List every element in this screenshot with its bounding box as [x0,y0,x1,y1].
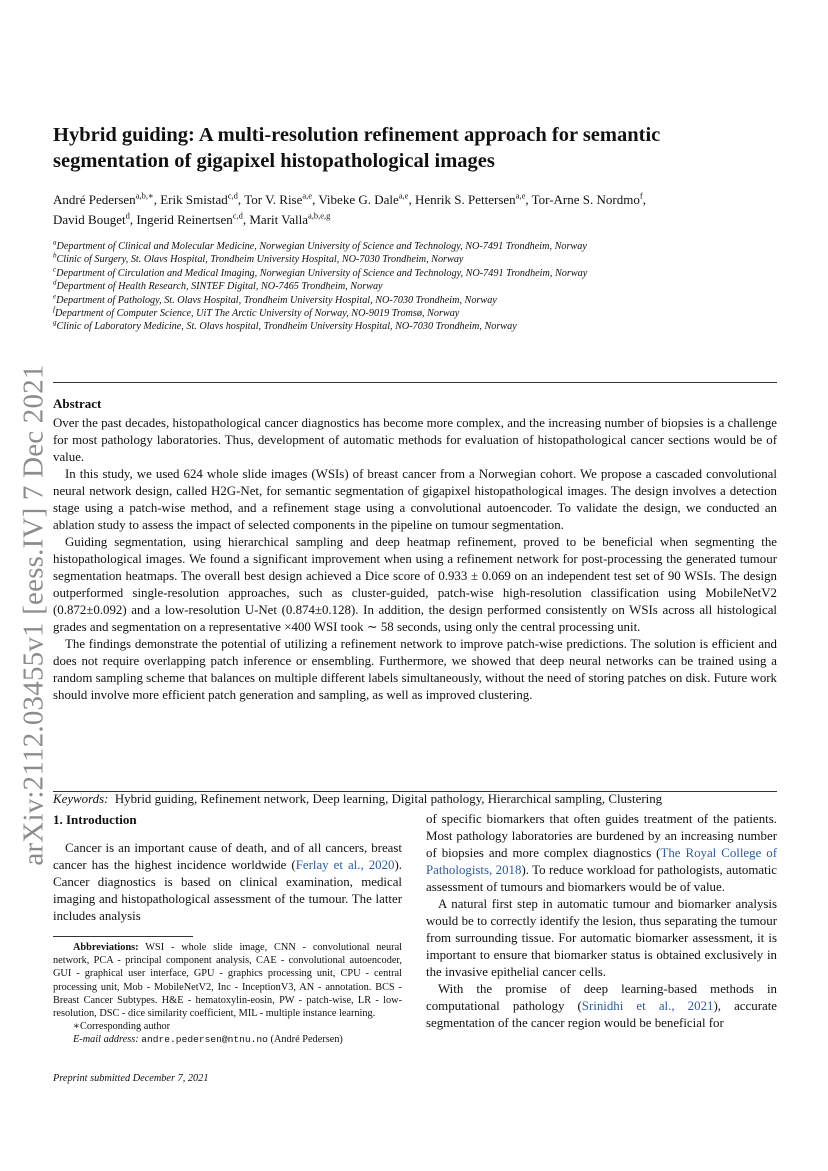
keywords-label: Keywords: [53,792,109,806]
intro-left-column [53,811,402,925]
footnotes [53,941,402,1047]
affiliation: $^b$Clinic of Surgery, St. Olavs Hospital, Trondheim University Hospital, NO-7030 Trondheim, Norway [53,252,464,266]
intro-paragraph: Cancer is an important cause of death, and of all cancers, breast cancer has the highest incidence worldwide (Ferlay et al., 2020). Cancer diagnostics is based on clinical examination, medical imaging and histopathological assessment of the tumour. The latter includes analysis [53,841,403,923]
abstract-paragraph: The findings demonstrate the potential of utilizing a refinement network to improve patch-wise predictions. The solution is efficient and does not require overlapping patch inference or ensembling. Furthermore, we showed that deep neural networks can be trained using a random sampling scheme that balances on multiple different labels simultaneously, without the need of storing patches on disk. Future work should involve more efficient patch generation and sampling, as well as improved clustering. [53,637,777,702]
affiliation: $^d$Department of Health Research, SINTEF Digital, NO-7465 Trondheim, Norway [53,278,383,293]
abstract-paragraph: In this study, we used 624 whole slide images (WSIs) of breast cancer from a Norwegian cohort. We propose a cascaded convolutional neural network design, called H2G-Net, for semantic segmentation of gigapixel histopathological images. The design involves a detection stage using a patch-wise method, and a refinement stage using a convolutional autoencoder. To validate the design, we conducted an ablation study to assess the impact of selected components in the pipeline on tumour segmentation. [53,467,777,532]
email-note: E-mail address: andre.pedersen@ntnu.no (André Pedersen) [73,1034,343,1046]
affiliation: $^c$Department of Circulation and Medical Imaging, Norwegian University of Science and Technology, NO-7491 Trondheim, Norway [53,265,588,279]
abstract-body [53,415,777,704]
abbreviations-footnote: Abbreviations: WSI - whole slide image, CNN - convolutional neural network, PCA - principal component analysis, CAE - convolutional autoencoder, GUI - graphical user interface, GPU - graphics processing unit, CPU - central processing unit, Mob - MobileNetV2, Inc - InceptionV3, AN - annotation. BCS - Breast Cancer Subtypes. H&E - hematoxylin-eosin, PW - patch-wise, LR - low-resolution, DSC - dice similarity coefficient, MIL - multiple instance learning. [53,942,402,1020]
corresponding-author-note: ∗Corresponding author [73,1021,171,1033]
section-heading: 1. Introduction [53,812,137,827]
keywords [53,792,777,807]
abstract-heading: Abstract [53,396,102,411]
title-line-1: Hybrid guiding: A multi-resolution refinement approach for semantic [53,124,661,146]
citation-link[interactable]: Srinidhi et al., 2021 [581,999,714,1013]
paper-title [53,122,773,174]
affiliation: $^a$Department of Clinical and Molecular Medicine, Norwegian University of Science and Technology, NO-7491 Trondheim, Norway [53,238,587,252]
author: Henrik S. Pettersen$^{a,e}$, [414,190,532,207]
abstract-paragraph: Over the past decades, histopathological cancer diagnostics has become more complex, and the increasing number of biopsies is a challenge for most pathology laboratories. Thus, development of automatic methods for evaluation of histopathological cancer sections would be of value. [53,416,777,464]
arxiv-sidebar [14,364,54,866]
email-address[interactable]: andre.pedersen@ntnu.no [141,1034,268,1046]
title-line-2: segmentation of gigapixel histopathological images [53,150,495,172]
affiliation: $^g$Clinic of Laboratory Medicine, St. Olavs hospital, Trondheim University Hospital, NO-7030 Trondheim, Norway [53,319,517,333]
arxiv-identifier: arXiv:2112.03455v1 [eess.IV] 7 Dec 2021 [17,364,50,866]
intro-paragraph: With the promise of deep learning-based methods in computational pathology (Srinidhi et al., 2021), accurate segmentation of the cancer region would be beneficial for [426,982,778,1030]
keywords-list: Hybrid guiding, Refinement network, Deep learning, Digital pathology, Hierarchical sampling, Clustering [114,792,663,806]
citation-link[interactable]: The Royal College of Pathologists, 2018 [426,846,777,877]
intro-paragraph: A natural first step in automatic tumour and biomarker analysis would be to correctly identify the lesion, thus separating the tumour from surrounding tissue. For automatic biomarker assessment, it is important to ensure that biomarker status is obtained exclusively in the invasive epithelial cancer cells. [426,897,777,979]
author: Vibeke G. Dale$^{a,e}$, [318,190,415,207]
affiliation: $^f$Department of Computer Science, UiT The Arctic University of Norway, NO-9019 Tromsø, Norway [53,305,460,320]
abstract-bottom-rule [53,791,777,792]
author-list [53,190,778,230]
preprint-footer: Preprint submitted December 7, 2021 [53,1073,209,1084]
author: Erik Smistad$^{c,d}$, [160,190,245,207]
author: Ingerid Reinertsen$^{c,d}$, [136,210,250,227]
footnote-rule [53,936,193,937]
author: Tor V. Rise$^{a,e}$, [244,190,319,207]
author: Tor-Arne S. Nordmo$^f$, [531,190,646,207]
affiliation-list [53,240,778,334]
intro-paragraph: of specific biomarkers that often guides treatment of the patients. Most pathology laboratories are burdened by an increasing number of biopsies and more complex diagnostics (The Royal College of Pathologists, 2018). To reduce workload for pathologists, automatic assessment of tumours and biomarkers would be of value. [426,812,777,894]
abstract-top-rule [53,382,777,383]
author: David Bouget$^d$, [53,210,137,227]
abstract-paragraph: Guiding segmentation, using hierarchical sampling and deep heatmap refinement, proved to be beneficial when segmenting the histopathological images. We found a significant improvement when using a refinement network for post-processing the generated tumour segmentation heatmaps. The overall best design achieved a Dice score of 0.933 ± 0.069 on an independent test set of 90 WSIs. The design outperformed single-resolution approaches, such as cluster-guided, patch-wise high-resolution classification using MobileNetV2 (0.872±0.092) and a low-resolution U-Net (0.874±0.128). In addition, the design performed consistently on WSIs across all histological grades and segmentation on a representative ×400 WSI took ∼ 58 seconds, using only the central processing unit. [53,535,777,634]
intro-right-column [426,811,777,1032]
author: André Pedersen$^{a,b,∗}$, [53,190,161,207]
author: Marit Valla$^{a,b,e,g}$ [249,210,331,227]
affiliation: $^e$Department of Pathology, St. Olavs Hospital, Trondheim University Hospital, NO-7030 Trondheim, Norway [53,292,497,306]
citation-link[interactable]: Ferlay et al., 2020 [295,858,395,872]
